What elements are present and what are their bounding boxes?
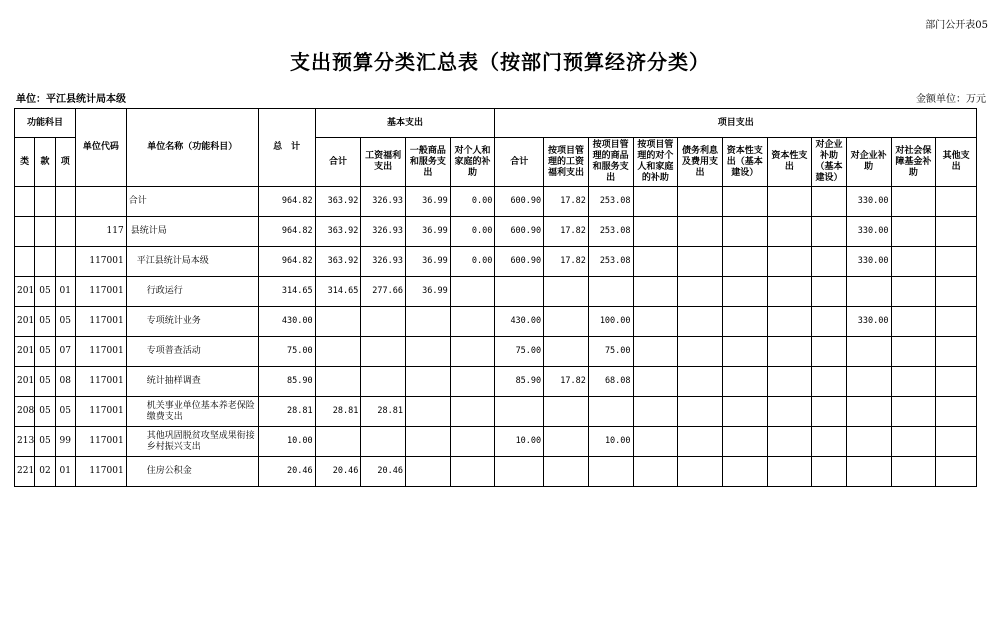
cell-p-ent-basic — [812, 217, 847, 247]
cell-p-other — [936, 307, 977, 337]
cell-total: 85.90 — [258, 367, 315, 397]
table-row — [15, 247, 977, 277]
cell-p-total: 600.90 — [495, 187, 544, 217]
cell-code: 117001 — [75, 427, 126, 457]
table-row — [15, 457, 977, 487]
cell-p-other — [936, 187, 977, 217]
cell-kuan — [35, 217, 55, 247]
cell-p-wage: 17.82 — [544, 247, 589, 277]
cell-kuan: 05 — [35, 277, 55, 307]
cell-name: 县统计局 — [126, 217, 258, 247]
cell-p-debt — [678, 337, 723, 367]
cell-code: 117001 — [75, 397, 126, 427]
cell-p-goods: 253.08 — [588, 247, 633, 277]
cell-p-other — [936, 337, 977, 367]
cell-p-cap-basic — [722, 397, 767, 427]
table-row — [15, 367, 977, 397]
cell-b-goods — [406, 367, 451, 397]
cell-p-person — [633, 187, 678, 217]
cell-p-cap — [767, 457, 812, 487]
cell-p-cap-basic — [722, 217, 767, 247]
cell-p-goods: 100.00 — [588, 307, 633, 337]
cell-code — [75, 187, 126, 217]
table-row — [15, 277, 977, 307]
cell-b-total: 363.92 — [315, 247, 361, 277]
cell-p-total: 75.00 — [495, 337, 544, 367]
cell-xiang: 08 — [55, 367, 75, 397]
cell-code: 117001 — [75, 337, 126, 367]
unit-label: 单位：平江县统计局本级 — [16, 94, 126, 105]
project-col-header: 按项目管理的对个人和家庭的补助 — [633, 138, 678, 187]
cell-p-ent — [846, 367, 891, 397]
cell-p-cap-basic — [722, 427, 767, 457]
cell-b-wage: 277.66 — [361, 277, 406, 307]
cell-b-wage — [361, 337, 406, 367]
cell-b-total: 363.92 — [315, 187, 361, 217]
cell-p-cap-basic — [722, 277, 767, 307]
cell-p-debt — [678, 457, 723, 487]
cell-code: 117001 — [75, 367, 126, 397]
cell-p-ent: 330.00 — [846, 217, 891, 247]
cell-code: 117001 — [75, 457, 126, 487]
cell-p-wage — [544, 457, 589, 487]
cell-code: 117 — [75, 217, 126, 247]
cell-kuan: 05 — [35, 337, 55, 367]
cell-total: 430.00 — [258, 307, 315, 337]
cell-total: 75.00 — [258, 337, 315, 367]
cell-p-total — [495, 457, 544, 487]
cell-b-total — [315, 307, 361, 337]
page-title: 支出预算分类汇总表（按部门预算经济分类） — [290, 50, 710, 74]
cell-p-goods — [588, 457, 633, 487]
cell-kuan — [35, 187, 55, 217]
cell-kuan: 05 — [35, 367, 55, 397]
cell-p-social — [891, 427, 936, 457]
cell-xiang: 01 — [55, 457, 75, 487]
cell-p-ent-basic — [812, 247, 847, 277]
cell-p-cap — [767, 247, 812, 277]
cell-b-person: 0.00 — [450, 247, 495, 277]
cell-p-ent — [846, 397, 891, 427]
money-unit-label: 金额单位：万元 — [916, 94, 986, 105]
cell-p-debt — [678, 247, 723, 277]
cell-p-cap-basic — [722, 367, 767, 397]
cell-kuan: 02 — [35, 457, 55, 487]
cell-p-ent-basic — [812, 277, 847, 307]
cell-p-social — [891, 307, 936, 337]
cell-p-ent-basic — [812, 367, 847, 397]
project-col-header: 资本性支出（基本建设） — [722, 138, 767, 187]
cell-p-wage — [544, 277, 589, 307]
cell-p-cap-basic — [722, 247, 767, 277]
cell-p-total: 430.00 — [495, 307, 544, 337]
cell-p-total: 85.90 — [495, 367, 544, 397]
cell-p-person — [633, 397, 678, 427]
cell-xiang: 05 — [55, 397, 75, 427]
cell-p-social — [891, 397, 936, 427]
cell-total: 20.46 — [258, 457, 315, 487]
cell-p-cap — [767, 427, 812, 457]
cell-p-wage: 17.82 — [544, 217, 589, 247]
xiang-header: 项 — [55, 138, 75, 187]
cell-p-wage — [544, 397, 589, 427]
cell-p-wage — [544, 307, 589, 337]
cell-name: 专项普查活动 — [126, 337, 258, 367]
cell-p-social — [891, 337, 936, 367]
cell-name: 专项统计业务 — [126, 307, 258, 337]
cell-p-person — [633, 247, 678, 277]
project-col-header: 债务利息及费用支出 — [678, 138, 723, 187]
cell-xiang: 07 — [55, 337, 75, 367]
cell-kuan: 05 — [35, 307, 55, 337]
cell-p-other — [936, 277, 977, 307]
cell-p-ent-basic — [812, 307, 847, 337]
cell-p-goods — [588, 277, 633, 307]
cell-b-person — [450, 337, 495, 367]
cell-p-ent: 330.00 — [846, 247, 891, 277]
cell-b-wage — [361, 427, 406, 457]
cell-p-ent-basic — [812, 187, 847, 217]
cell-p-ent — [846, 277, 891, 307]
cell-p-other — [936, 367, 977, 397]
cell-b-wage: 326.93 — [361, 247, 406, 277]
cell-p-goods: 253.08 — [588, 217, 633, 247]
cell-b-total — [315, 367, 361, 397]
cell-xiang: 99 — [55, 427, 75, 457]
cell-p-social — [891, 247, 936, 277]
cell-p-wage — [544, 427, 589, 457]
cell-p-social — [891, 457, 936, 487]
cell-kuan — [35, 247, 55, 277]
cell-lei — [15, 217, 35, 247]
cell-b-goods — [406, 397, 451, 427]
cell-p-cap-basic — [722, 337, 767, 367]
cell-p-person — [633, 367, 678, 397]
cell-name: 住房公积金 — [126, 457, 258, 487]
cell-name: 机关事业单位基本养老保险缴费支出 — [126, 397, 258, 427]
cell-p-other — [936, 427, 977, 457]
cell-kuan: 05 — [35, 427, 55, 457]
cell-p-wage: 17.82 — [544, 367, 589, 397]
cell-xiang: 05 — [55, 307, 75, 337]
cell-lei: 201 — [15, 277, 35, 307]
project-col-header: 资本性支出 — [767, 138, 812, 187]
project-col-header: 合计 — [495, 138, 544, 187]
project-col-header: 按项目管理的工资福利支出 — [544, 138, 589, 187]
cell-p-cap — [767, 277, 812, 307]
cell-lei: 201 — [15, 337, 35, 367]
basic-header: 基本支出 — [315, 109, 495, 138]
cell-p-ent — [846, 457, 891, 487]
cell-b-person: 0.00 — [450, 187, 495, 217]
cell-p-cap — [767, 337, 812, 367]
cell-p-ent-basic — [812, 337, 847, 367]
cell-lei: 213 — [15, 427, 35, 457]
cell-p-total: 600.90 — [495, 217, 544, 247]
cell-p-debt — [678, 217, 723, 247]
cell-p-cap — [767, 217, 812, 247]
cell-lei: 208 — [15, 397, 35, 427]
cell-p-person — [633, 277, 678, 307]
cell-b-goods — [406, 307, 451, 337]
cell-code: 117001 — [75, 247, 126, 277]
basic-col-header: 合计 — [315, 138, 361, 187]
unit-name-header: 单位名称（功能科目） — [126, 109, 258, 187]
cell-code: 117001 — [75, 277, 126, 307]
cell-lei: 201 — [15, 307, 35, 337]
cell-lei — [15, 187, 35, 217]
cell-name: 其他巩固脱贫攻坚成果衔接乡村振兴支出 — [126, 427, 258, 457]
basic-col-header: 工资福利支出 — [361, 138, 406, 187]
cell-p-total: 600.90 — [495, 247, 544, 277]
cell-b-person — [450, 397, 495, 427]
project-col-header: 按项目管理的商品和服务支出 — [588, 138, 633, 187]
cell-lei: 221 — [15, 457, 35, 487]
cell-name: 统计抽样调查 — [126, 367, 258, 397]
cell-p-debt — [678, 187, 723, 217]
cell-p-debt — [678, 427, 723, 457]
cell-p-person — [633, 427, 678, 457]
cell-p-other — [936, 217, 977, 247]
cell-code: 117001 — [75, 307, 126, 337]
cell-b-wage — [361, 307, 406, 337]
cell-total: 314.65 — [258, 277, 315, 307]
cell-name: 行政运行 — [126, 277, 258, 307]
cell-p-social — [891, 277, 936, 307]
table-body — [15, 187, 977, 487]
cell-xiang — [55, 187, 75, 217]
cell-p-cap-basic — [722, 307, 767, 337]
basic-col-header: 对个人和家庭的补助 — [450, 138, 495, 187]
cell-p-other — [936, 397, 977, 427]
cell-p-person — [633, 337, 678, 367]
table-row — [15, 307, 977, 337]
cell-p-cap — [767, 187, 812, 217]
cell-total: 964.82 — [258, 247, 315, 277]
cell-p-cap — [767, 367, 812, 397]
total-header: 总 计 — [258, 109, 315, 187]
project-header: 项目支出 — [495, 109, 977, 138]
project-col-header: 其他支出 — [936, 138, 977, 187]
cell-p-debt — [678, 367, 723, 397]
cell-p-ent-basic — [812, 427, 847, 457]
cell-p-goods: 10.00 — [588, 427, 633, 457]
project-col-header: 对社会保障基金补助 — [891, 138, 936, 187]
project-col-header: 对企业补助 — [846, 138, 891, 187]
cell-p-social — [891, 367, 936, 397]
cell-b-person — [450, 367, 495, 397]
cell-p-debt — [678, 397, 723, 427]
cell-p-total — [495, 277, 544, 307]
form-code: 部门公开表05 — [925, 20, 988, 31]
cell-b-wage: 326.93 — [361, 217, 406, 247]
cell-p-ent: 330.00 — [846, 187, 891, 217]
cell-b-goods: 36.99 — [406, 187, 451, 217]
cell-p-total — [495, 397, 544, 427]
cell-b-goods: 36.99 — [406, 247, 451, 277]
cell-b-person — [450, 427, 495, 457]
cell-b-total — [315, 337, 361, 367]
budget-table — [14, 108, 977, 487]
cell-lei — [15, 247, 35, 277]
cell-p-ent: 330.00 — [846, 307, 891, 337]
cell-b-person — [450, 277, 495, 307]
cell-name: 平江县统计局本级 — [126, 247, 258, 277]
cell-b-person — [450, 307, 495, 337]
func-subject-header: 功能科目 — [15, 109, 76, 138]
cell-p-ent — [846, 427, 891, 457]
table-row — [15, 217, 977, 247]
cell-p-social — [891, 187, 936, 217]
cell-p-ent-basic — [812, 397, 847, 427]
cell-p-debt — [678, 307, 723, 337]
cell-b-total: 314.65 — [315, 277, 361, 307]
project-col-header: 对企业补助（基本建设） — [812, 138, 847, 187]
cell-p-wage — [544, 337, 589, 367]
cell-xiang — [55, 247, 75, 277]
cell-p-debt — [678, 277, 723, 307]
cell-b-wage: 326.93 — [361, 187, 406, 217]
cell-b-wage — [361, 367, 406, 397]
cell-p-cap-basic — [722, 457, 767, 487]
cell-b-goods: 36.99 — [406, 277, 451, 307]
cell-kuan: 05 — [35, 397, 55, 427]
table-row — [15, 427, 977, 457]
cell-total: 10.00 — [258, 427, 315, 457]
cell-b-total: 363.92 — [315, 217, 361, 247]
cell-p-cap — [767, 397, 812, 427]
cell-total: 28.81 — [258, 397, 315, 427]
kuan-header: 款 — [35, 138, 55, 187]
cell-total: 964.82 — [258, 217, 315, 247]
cell-p-ent-basic — [812, 457, 847, 487]
cell-p-ent — [846, 337, 891, 367]
cell-p-person — [633, 457, 678, 487]
cell-b-wage: 28.81 — [361, 397, 406, 427]
cell-b-person: 0.00 — [450, 217, 495, 247]
cell-p-social — [891, 217, 936, 247]
cell-total: 964.82 — [258, 187, 315, 217]
cell-b-goods — [406, 427, 451, 457]
cell-p-cap — [767, 307, 812, 337]
cell-p-goods: 75.00 — [588, 337, 633, 367]
cell-b-person — [450, 457, 495, 487]
cell-p-goods — [588, 397, 633, 427]
cell-p-other — [936, 247, 977, 277]
table-row — [15, 397, 977, 427]
cell-p-cap-basic — [722, 187, 767, 217]
unit-code-header: 单位代码 — [75, 109, 126, 187]
cell-b-wage: 20.46 — [361, 457, 406, 487]
cell-b-goods: 36.99 — [406, 217, 451, 247]
cell-p-goods: 68.08 — [588, 367, 633, 397]
cell-b-total — [315, 427, 361, 457]
cell-p-person — [633, 217, 678, 247]
table-row — [15, 187, 977, 217]
basic-col-header: 一般商品和服务支出 — [406, 138, 451, 187]
cell-p-total: 10.00 — [495, 427, 544, 457]
table-row — [15, 337, 977, 367]
cell-b-total: 20.46 — [315, 457, 361, 487]
lei-header: 类 — [15, 138, 35, 187]
cell-lei: 201 — [15, 367, 35, 397]
cell-b-goods — [406, 457, 451, 487]
cell-xiang: 01 — [55, 277, 75, 307]
cell-p-goods: 253.08 — [588, 187, 633, 217]
cell-name: 合计 — [126, 187, 258, 217]
cell-p-wage: 17.82 — [544, 187, 589, 217]
cell-p-other — [936, 457, 977, 487]
cell-p-person — [633, 307, 678, 337]
cell-b-total: 28.81 — [315, 397, 361, 427]
cell-b-goods — [406, 337, 451, 367]
cell-xiang — [55, 217, 75, 247]
